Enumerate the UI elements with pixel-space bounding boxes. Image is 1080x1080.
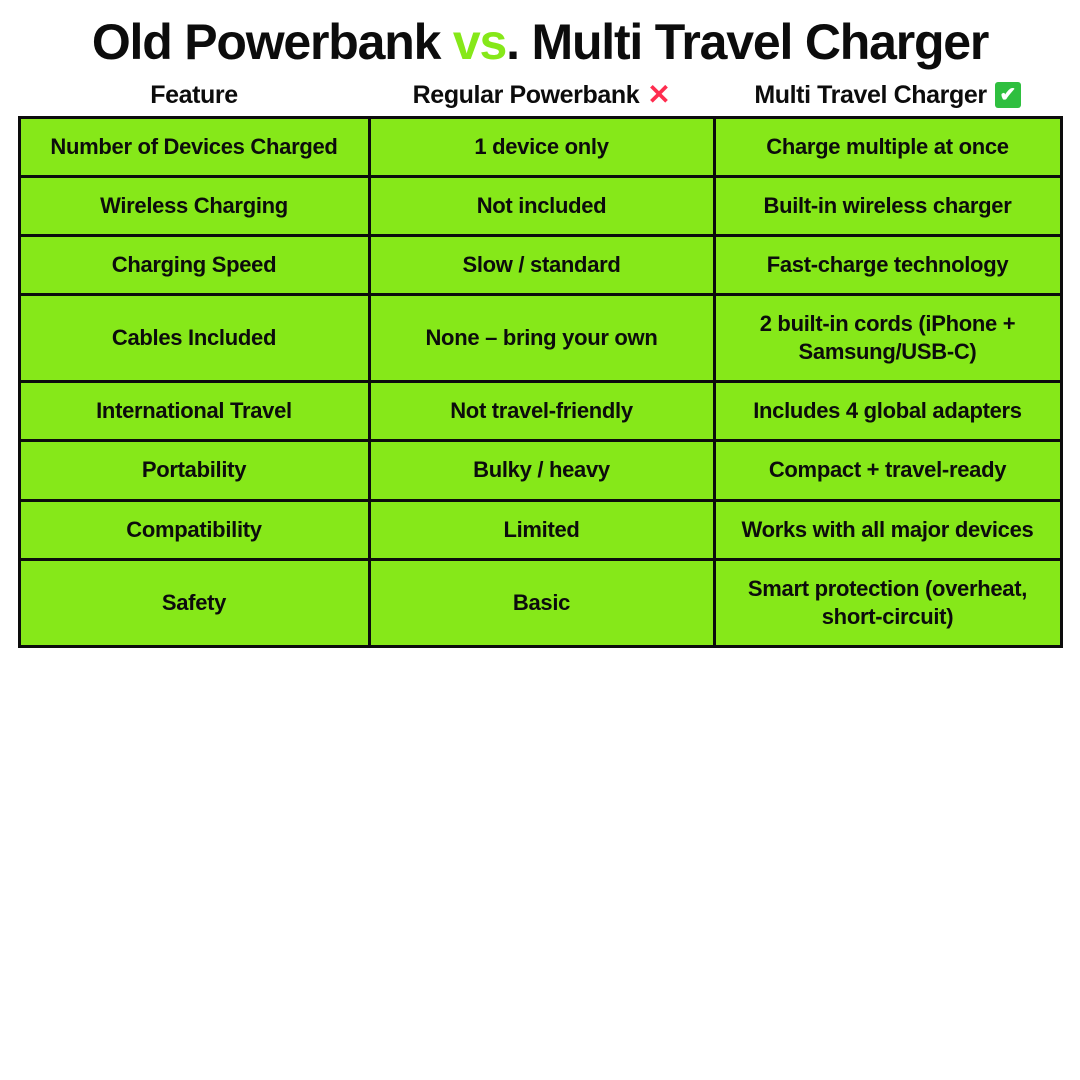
column-header-multi-label: Multi Travel Charger bbox=[754, 80, 987, 109]
table-row bbox=[19, 176, 1061, 235]
column-header-regular-label: Regular Powerbank bbox=[412, 80, 640, 109]
title-vs: vs bbox=[452, 14, 507, 70]
cell-regular: 1 device only bbox=[369, 117, 714, 176]
cell-multi: Includes 4 global adapters bbox=[714, 382, 1061, 441]
table-header-row bbox=[19, 81, 1061, 110]
cell-regular: None – bring your own bbox=[369, 294, 714, 381]
table-row bbox=[19, 500, 1061, 559]
column-header-feature bbox=[19, 81, 369, 110]
cell-multi: Built-in wireless charger bbox=[714, 176, 1061, 235]
cell-feature: Compatibility bbox=[19, 500, 369, 559]
table-row bbox=[19, 441, 1061, 500]
table-row bbox=[19, 382, 1061, 441]
cell-regular: Not travel-friendly bbox=[369, 382, 714, 441]
cell-multi: Works with all major devices bbox=[714, 500, 1061, 559]
check-mark-icon: ✔ bbox=[995, 82, 1021, 108]
cell-regular: Not included bbox=[369, 176, 714, 235]
cell-regular: Slow / standard bbox=[369, 235, 714, 294]
column-header-multi-travel-charger bbox=[714, 81, 1061, 110]
cell-feature: Charging Speed bbox=[19, 235, 369, 294]
cell-feature: International Travel bbox=[19, 382, 369, 441]
column-header-feature-label: Feature bbox=[150, 80, 238, 109]
cell-multi: Fast-charge technology bbox=[714, 235, 1061, 294]
cell-feature: Cables Included bbox=[19, 294, 369, 381]
table-row bbox=[19, 559, 1061, 646]
cell-regular: Bulky / heavy bbox=[369, 441, 714, 500]
cell-feature: Portability bbox=[19, 441, 369, 500]
cell-multi: 2 built-in cords (iPhone + Samsung/USB-C) bbox=[714, 294, 1061, 381]
table-row bbox=[19, 117, 1061, 176]
cell-regular: Basic bbox=[369, 559, 714, 646]
cell-feature: Wireless Charging bbox=[19, 176, 369, 235]
cell-feature: Safety bbox=[19, 559, 369, 646]
title-part-one: Old Powerbank bbox=[91, 14, 453, 70]
column-header-regular-powerbank bbox=[369, 81, 714, 110]
cross-mark-icon: ✕ bbox=[647, 79, 671, 110]
table-row bbox=[19, 294, 1061, 381]
title-part-two: Multi Travel Charger bbox=[518, 14, 989, 70]
cell-multi: Smart protection (overheat, short-circuit) bbox=[714, 559, 1061, 646]
title-dot: . bbox=[506, 14, 519, 70]
cell-regular: Limited bbox=[369, 500, 714, 559]
comparison-table bbox=[18, 116, 1063, 649]
page-title bbox=[0, 0, 1080, 69]
table-row bbox=[19, 235, 1061, 294]
cell-feature: Number of Devices Charged bbox=[19, 117, 369, 176]
cell-multi: Compact + travel-ready bbox=[714, 441, 1061, 500]
cell-multi: Charge multiple at once bbox=[714, 117, 1061, 176]
